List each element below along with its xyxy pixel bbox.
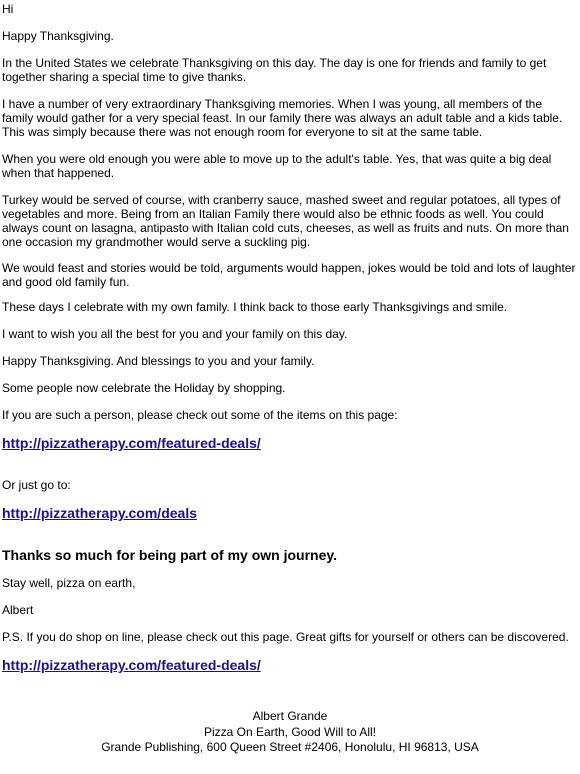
footer-name: Albert Grande <box>252 709 328 723</box>
paragraph-happy-thanksgiving: Happy Thanksgiving. <box>2 29 114 43</box>
footer-tagline: Pizza On Earth, Good Will to All! <box>203 724 377 739</box>
postscript: P.S. If you do shop on line, please check out this page. Great gifts for yourself or others can be discovered. <box>2 630 569 644</box>
paragraph-check-items: If you are such a person, please check out some of the items on this page: <box>2 408 398 422</box>
footer-address: Grande Publishing, 600 Queen Street #2406, Honolulu, HI 96813, USA <box>101 740 479 754</box>
email-footer <box>0 709 580 756</box>
featured-deals-link[interactable]: http://pizzatherapy.com/featured-deals/ <box>2 435 261 451</box>
greeting: Hi <box>2 2 14 16</box>
paragraph-just-go-to: Or just go to: <box>2 478 71 492</box>
paragraph-stories: We would feast and stories would be told, arguments would happen, jokes would be told and lots of laughter and good old family fun. <box>2 261 576 289</box>
sender-name: Albert <box>2 603 34 617</box>
paragraph-intro: In the United States we celebrate Thanksgiving on this day. The day is one for friends and family to get together sharing a special time to give thanks. <box>2 56 547 84</box>
paragraph-blessings: Happy Thanksgiving. And blessings to you and your family. <box>2 354 315 368</box>
paragraph-wish: I want to wish you all the best for you and your family on this day. <box>2 327 348 341</box>
deals-link[interactable]: http://pizzatherapy.com/deals <box>2 505 197 521</box>
paragraph-shopping: Some people now celebrate the Holiday by shopping. <box>2 381 286 395</box>
featured-deals-link-ps[interactable]: http://pizzatherapy.com/featured-deals/ <box>2 657 261 673</box>
paragraph-feast: Turkey would be served of course, with cranberry sauce, mashed sweet and regular potatoes, all types of vegetables and more. Being from an Italian Family there would also be ethnic foods as well. You could always count on lasagna, antipasto with Italian cold cuts, cheeses, as well as fruits and nuts. On more than one occasion my grandmother would serve a suckling pig. <box>2 193 569 249</box>
paragraph-memories: I have a number of very extraordinary Thanksgiving memories. When I was young, all members of the family would gather for a very special feast. In our family there was always an adult table and a kids table. This was simply because there was not enough room for everyone to sit at the same table. <box>2 97 563 139</box>
paragraph-adult-table: When you were old enough you were able to move up to the adult's table. Yes, that was quite a big deal when that happened. <box>2 152 552 180</box>
thanks-heading: Thanks so much for being part of my own journey. <box>2 547 337 563</box>
signoff: Stay well, pizza on earth, <box>2 576 136 590</box>
paragraph-these-days: These days I celebrate with my own family. I think back to those early Thanksgivings and smile. <box>2 300 508 314</box>
